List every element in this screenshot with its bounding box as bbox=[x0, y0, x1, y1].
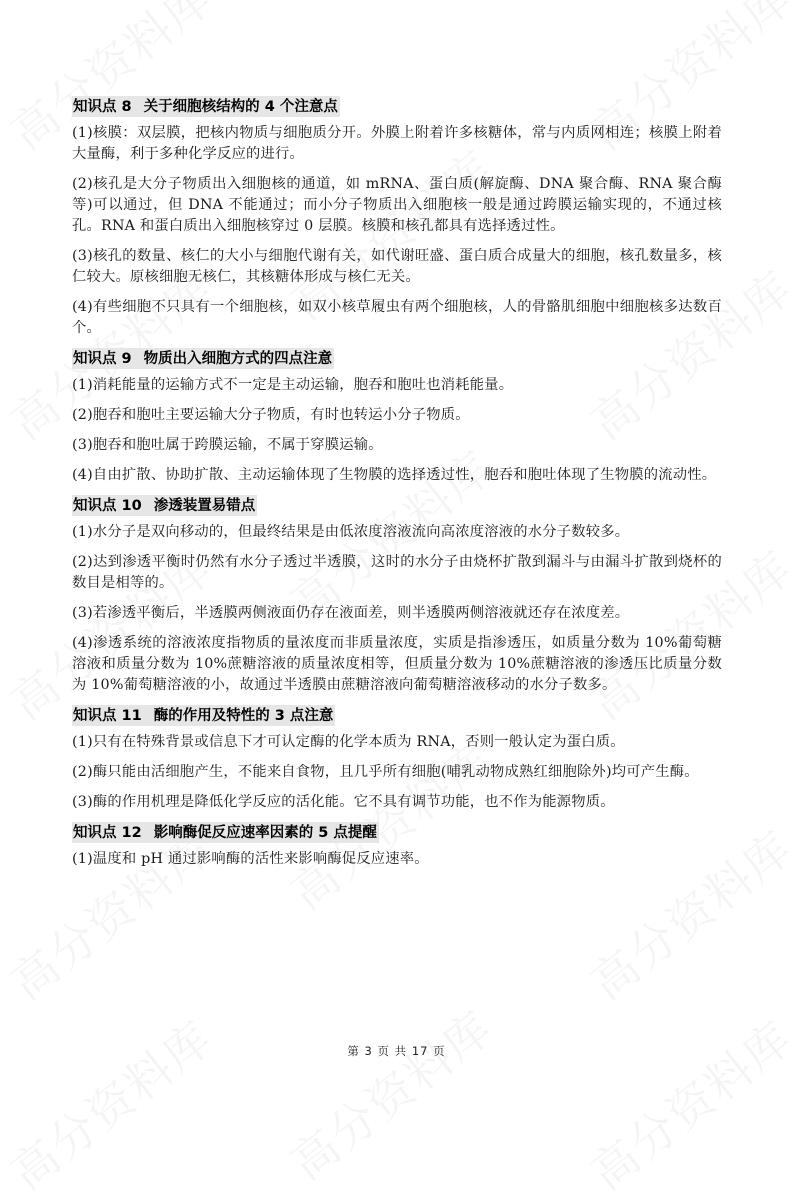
section-heading bbox=[72, 495, 257, 516]
section-heading bbox=[72, 348, 334, 369]
paragraph: (2)达到渗透平衡时仍然有水分子透过半透膜，这时的水分子由烧杯扩散到漏斗与由漏斗扩散到烧杯的数目是相等的。 bbox=[72, 554, 722, 591]
watermark bbox=[275, 993, 505, 1193]
section-heading bbox=[72, 822, 379, 843]
heading-number: 知识点 8 bbox=[73, 99, 132, 115]
section-knowledge-point-11 bbox=[72, 705, 722, 813]
heading-number: 知识点 11 bbox=[73, 708, 142, 724]
heading-title: 物质出入细胞方式的四点注意 bbox=[143, 351, 333, 367]
paragraph: (1)温度和 pH 通过影响酶的活性来影响酶促反应速率。 bbox=[72, 851, 429, 867]
paragraph: (1)核膜：双层膜，把核内物质与细胞质分开。外膜上附着许多核糖体，常与内质网相连；核膜上附着大量酶，利于多种化学反应的进行。 bbox=[72, 125, 722, 162]
paragraph: (1)只有在特殊背景或信息下才可认定酶的化学本质为 RNA，否则一般认定为蛋白质。 bbox=[72, 734, 625, 750]
paragraph: (3)酶的作用机理是降低化学反应的活化能。它不具有调节功能，也不作为能源物质。 bbox=[72, 794, 615, 810]
paragraph: (2)酶只能由活细胞产生，不能来自食物，且几乎所有细胞(哺乳动物成熟红细胞除外)均可产生酶。 bbox=[72, 764, 699, 780]
section-heading bbox=[72, 705, 335, 726]
document-body bbox=[72, 96, 722, 879]
paragraph: (2)核孔是大分子物质出入细胞核的通道，如 mRNA、蛋白质(解旋酶、DNA 聚合酶、RNA 聚合酶等)可以通过，但 DNA 不能通过；而小分子物质出入细胞核一般是通过跨膜运输实现的，不通过核孔。RNA 和蛋白质出入细胞核穿过 0 层膜。核膜和核孔都具有选择透过性。 bbox=[72, 176, 722, 234]
section-knowledge-point-12 bbox=[72, 822, 722, 870]
paragraph: (1)水分子是双向移动的，但最终结果是由低浓度溶液流向高浓度溶液的水分子数较多。 bbox=[72, 524, 630, 540]
paragraph: (4)自由扩散、协助扩散、主动运输体现了生物膜的选择透过性，胞吞和胞吐体现了生物膜的流动性。 bbox=[72, 467, 717, 483]
page-footer: 第 3 页 共 17 页 bbox=[347, 1044, 446, 1058]
watermark bbox=[575, 1003, 793, 1203]
section-knowledge-point-9 bbox=[72, 348, 722, 486]
paragraph: (4)有些细胞不只具有一个细胞核，如双小核草履虫有两个细胞核，人的骨骼肌细胞中细胞核多达数百个。 bbox=[72, 299, 722, 336]
heading-number: 知识点 10 bbox=[73, 498, 142, 514]
paragraph: (3)核孔的数量、核仁的大小与细胞代谢有关，如代谢旺盛、蛋白质合成量大的细胞，核孔数量多，核仁较大。原核细胞无核仁，其核糖体形成与核仁无关。 bbox=[72, 248, 722, 285]
paragraph: (1)消耗能量的运输方式不一定是主动运输，胞吞和胞吐也消耗能量。 bbox=[72, 377, 514, 393]
section-knowledge-point-10 bbox=[72, 495, 722, 696]
heading-title: 酶的作用及特性的 3 点注意 bbox=[153, 708, 334, 724]
paragraph: (3)胞吞和胞吐属于跨膜运输，不属于穿膜运输。 bbox=[72, 437, 383, 453]
watermark bbox=[0, 1003, 225, 1203]
paragraph: (2)胞吞和胞吐主要运输大分子物质，有时也转运小分子物质。 bbox=[72, 407, 470, 423]
heading-title: 渗透装置易错点 bbox=[153, 498, 256, 514]
heading-title: 关于细胞核结构的 4 个注意点 bbox=[143, 99, 338, 115]
section-heading bbox=[72, 96, 340, 117]
heading-title: 影响酶促反应速率因素的 5 点提醒 bbox=[153, 825, 377, 841]
section-knowledge-point-8 bbox=[72, 96, 722, 339]
paragraph: (4)渗透系统的溶液浓度指物质的量浓度而非质量浓度，实质是指渗透压，如质量分数为 10%葡萄糖溶液和质量分数为 10%蔗糖溶液的质量浓度相等，但质量分数为 10%蔗糖溶液的渗透压比质量分数为 10%葡萄糖溶液的小，故通过半透膜由蔗糖溶液向葡萄糖溶液移动的水分子数多。 bbox=[72, 635, 722, 693]
heading-number: 知识点 9 bbox=[73, 351, 132, 367]
heading-number: 知识点 12 bbox=[73, 825, 142, 841]
paragraph: (3)若渗透平衡后，半透膜两侧液面仍存在液面差，则半透膜两侧溶液就还存在浓度差。 bbox=[72, 605, 630, 621]
